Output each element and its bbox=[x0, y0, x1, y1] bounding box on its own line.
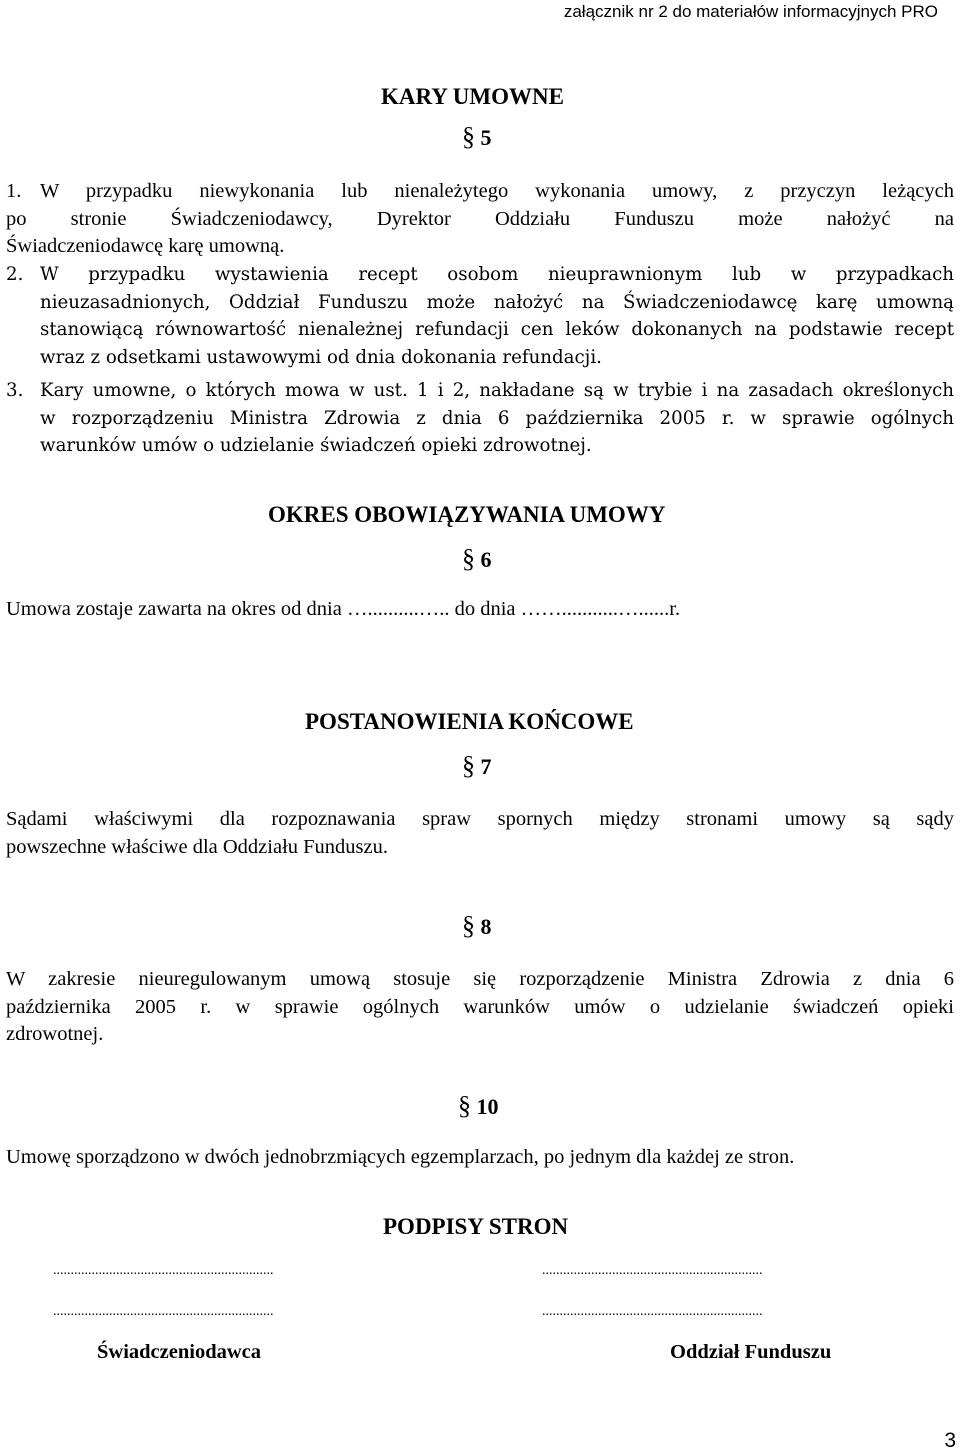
section-6-label bbox=[462, 544, 492, 574]
paragraph-line: W przypadku wystawienia recept osobom nieuprawnionym lub w przypadkach bbox=[40, 264, 954, 285]
paragraph-line: października 2005 r. w sprawie ogólnych warunków umów o udzielanie świadczeń opieki bbox=[6, 995, 954, 1018]
signature-line-right: ............................................................... bbox=[542, 1263, 763, 1278]
section-10-label bbox=[458, 1091, 499, 1121]
paragraph-line: wraz z odsetkami ustawowymi od dnia dokonania refundacji. bbox=[40, 346, 602, 368]
okres-text: Umowa zostaje zawarta na okres od dnia …..........….. do dnia ……...........…......r. bbox=[6, 598, 681, 620]
kary-item-1 bbox=[6, 178, 954, 261]
paragraph-line: w rozporządzeniu Ministra Zdrowia z dnia 6 października 2005 r. w sprawie ogólnych bbox=[40, 407, 954, 429]
kary-heading: KARY UMOWNE bbox=[381, 84, 564, 109]
postanowienia-paragraph bbox=[6, 806, 954, 861]
section-number: 8 bbox=[480, 914, 492, 939]
section-number: 10 bbox=[476, 1094, 499, 1119]
paragraph-line: warunków umów o udzielanie świadczeń opieki zdrowotnej. bbox=[40, 435, 592, 456]
okres-heading: OKRES OBOWIĄZYWANIA UMOWY bbox=[268, 502, 666, 527]
paragraph-line: nieuzasadnionych, Oddział Funduszu może nałożyć na Świadczeniodawcę karę umowną bbox=[40, 291, 954, 313]
section-10-text: Umowę sporządzono w dwóch jednobrzmiących egzemplarzach, po jednym dla każdej ze stron. bbox=[6, 1146, 795, 1168]
item-number: 3. bbox=[6, 380, 24, 401]
kary-item-3 bbox=[6, 377, 954, 460]
section-symbol: § bbox=[458, 1091, 471, 1120]
signature-line-left: ............................................................... bbox=[53, 1263, 274, 1278]
signature-line-right: ............................................................... bbox=[542, 1304, 763, 1319]
header-note: załącznik nr 2 do materiałów informacyjnych PRO bbox=[563, 2, 938, 21]
paragraph-line: Kary umowne, o których mowa w ust. 1 i 2, nakładane są w trybie i na zasadach określonych bbox=[40, 380, 954, 401]
section-symbol: § bbox=[462, 751, 475, 780]
section-number: 5 bbox=[480, 125, 492, 150]
paragraph-line: zdrowotnej. bbox=[6, 1023, 104, 1045]
kary-item-2 bbox=[6, 261, 954, 371]
paragraph-line: Świadczeniodawcę karę umowną. bbox=[6, 235, 285, 257]
paragraph-line: stanowiącą równowartość nienależnej refundacji cen leków dokonanych na podstawie recept bbox=[40, 319, 954, 340]
section-5-label bbox=[462, 122, 492, 152]
section-number: 7 bbox=[480, 754, 492, 779]
paragraph-line: W zakresie nieuregulowanym umową stosuje się rozporządzenie Ministra Zdrowia z dnia 6 bbox=[6, 968, 954, 990]
paragraph-line: Sądami właściwymi dla rozpoznawania spraw spornych między stronami umowy są sądy bbox=[6, 808, 954, 830]
section-8-paragraph bbox=[6, 966, 954, 1049]
item-number: 1. bbox=[6, 180, 22, 202]
section-symbol: § bbox=[462, 122, 475, 151]
signature-label-left: Świadczeniodawca bbox=[97, 1341, 261, 1363]
signature-label-right: Oddział Funduszu bbox=[670, 1341, 832, 1363]
item-number: 2. bbox=[6, 264, 24, 285]
paragraph-line: po stronie Świadczeniodawcy, Dyrektor Oddziału Funduszu może nałożyć na bbox=[6, 207, 954, 230]
section-symbol: § bbox=[462, 911, 475, 940]
paragraph-line: powszechne właściwe dla Oddziału Funduszu. bbox=[6, 835, 388, 858]
signature-line-left: ............................................................... bbox=[53, 1304, 274, 1319]
paragraph-line: W przypadku niewykonania lub nienależytego wykonania umowy, z przyczyn leżących bbox=[40, 180, 954, 202]
signatures-heading: PODPISY STRON bbox=[383, 1214, 569, 1239]
postanowienia-heading: POSTANOWIENIA KOŃCOWE bbox=[305, 709, 634, 734]
page-number: 3 bbox=[944, 1429, 956, 1452]
section-7-label bbox=[462, 751, 492, 781]
section-symbol: § bbox=[462, 544, 475, 573]
section-8-label bbox=[462, 911, 492, 941]
section-number: 6 bbox=[480, 547, 492, 572]
